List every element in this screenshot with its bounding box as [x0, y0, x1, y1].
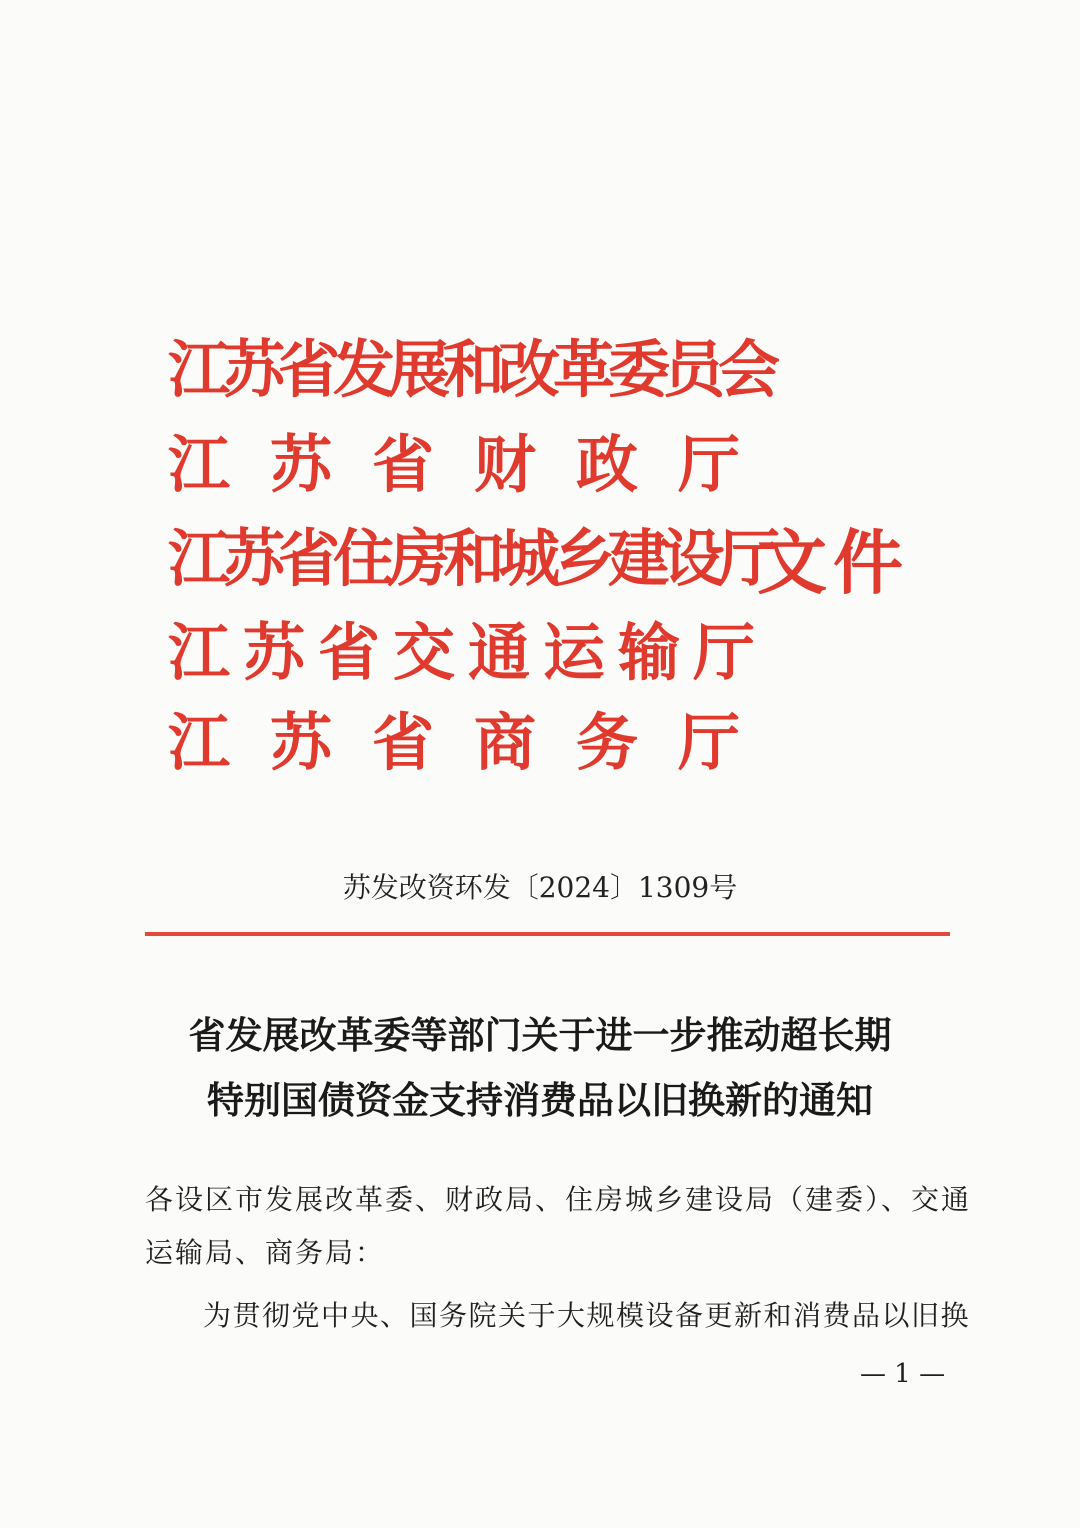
page-number: — 1 — [860, 1359, 946, 1389]
issuer-line-5: 江苏省商务厅 [168, 706, 781, 779]
body-paragraph-1: 为贯彻党中央、国务院关于大规模设备更新和消费品以旧换 [203, 1299, 971, 1332]
addressee-line-1: 各设区市发展改革委、财政局、住房城乡建设局（建委）、交通 [145, 1183, 972, 1216]
issuer-line-1: 江苏省发展和改革委员会 [168, 333, 774, 406]
issuer-line-2: 江苏省财政厅 [168, 428, 781, 501]
document-number: 苏发改资环发〔2024〕1309号 [342, 871, 738, 904]
issuer-line-4: 江苏省交通运输厅 [168, 616, 769, 689]
addressee-line-2: 运输局、商务局： [145, 1236, 386, 1269]
notice-title-line-2: 特别国债资金支持消费品以旧换新的通知 [207, 1079, 873, 1122]
red-divider [145, 932, 950, 936]
issuer-line-3: 江苏省住房和城乡建设厅 [168, 522, 774, 595]
document-word: 文件 [757, 522, 909, 604]
notice-title-line-1: 省发展改革委等部门关于进一步推动超长期 [188, 1014, 892, 1057]
